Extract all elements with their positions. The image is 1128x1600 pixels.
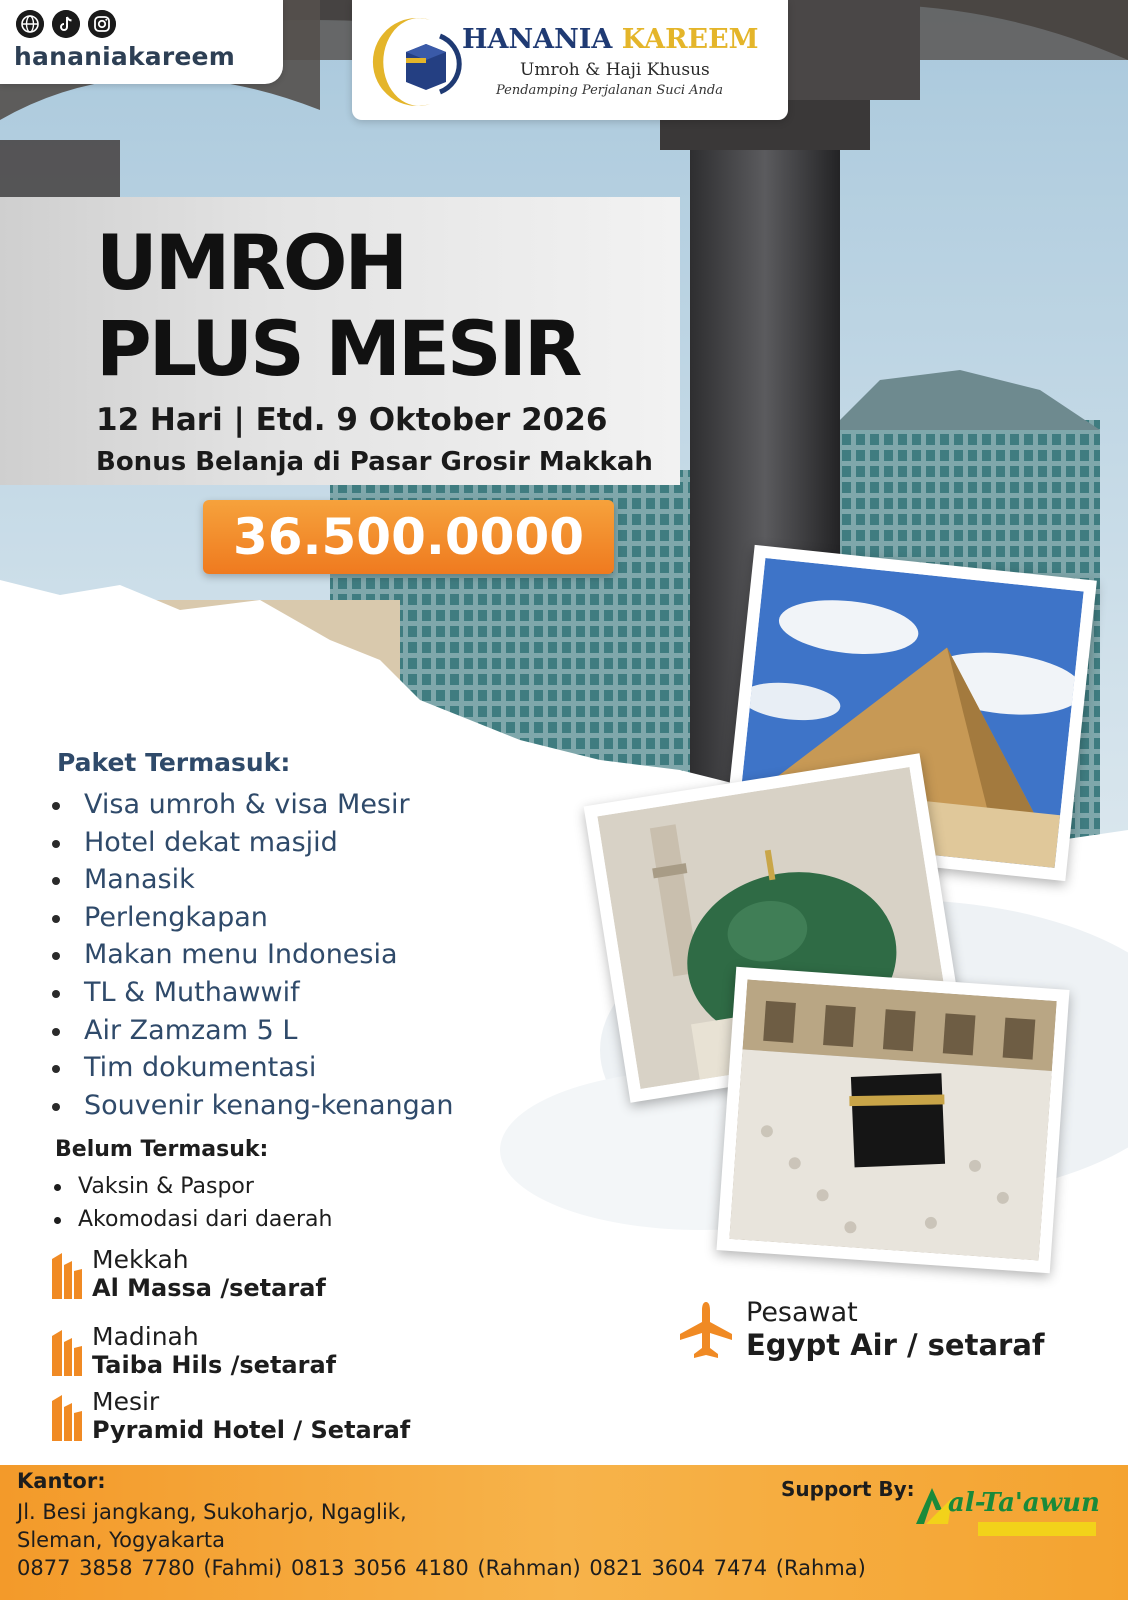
- excluded-heading: Belum Termasuk:: [55, 1137, 269, 1162]
- trip-duration: 12 Hari | Etd. 9 Oktober 2026: [96, 402, 608, 438]
- package-title: [96, 220, 579, 392]
- kaaba-logo-icon: [370, 12, 470, 112]
- list-item: Makan menu Indonesia: [50, 936, 453, 974]
- title-line-2: PLUS MESIR: [96, 304, 580, 393]
- list-item: Vaksin & Paspor: [52, 1170, 332, 1203]
- price-badge: 36.500.0000: [203, 500, 614, 574]
- support-label: Support By:: [781, 1477, 915, 1501]
- brand-subtitle: Umroh & Haji Khusus: [520, 60, 710, 80]
- brand-tagline: Pendamping Perjalanan Suci Anda: [496, 83, 724, 98]
- hotel-city: Madinah: [92, 1322, 199, 1351]
- list-item: Visa umroh & visa Mesir: [50, 786, 453, 824]
- airplane-icon: [678, 1300, 734, 1360]
- social-panel: [0, 0, 283, 84]
- hotel-city: Mesir: [92, 1387, 160, 1416]
- list-item: Akomodasi dari daerah: [52, 1203, 332, 1236]
- bonus-text: Bonus Belanja di Pasar Grosir Makkah: [96, 447, 653, 477]
- flight-label: Pesawat: [746, 1297, 858, 1328]
- office-heading: Kantor:: [17, 1469, 106, 1493]
- tiktok-icon[interactable]: [52, 10, 80, 38]
- list-item: Souvenir kenang-kenangan: [50, 1087, 453, 1125]
- instagram-icon[interactable]: [88, 10, 116, 38]
- excluded-list: [52, 1170, 332, 1236]
- list-item: Hotel dekat masjid: [50, 824, 453, 862]
- title-line-1: UMROH: [96, 218, 406, 307]
- building-icon: [50, 1395, 84, 1441]
- contact-phones[interactable]: 0877 3858 7780 (Fahmi) 0813 3056 4180 (Rahman) 0821 3604 7474 (Rahma): [17, 1556, 866, 1580]
- list-item: TL & Muthawwif: [50, 974, 453, 1012]
- sponsor-name: al-Ta'awun: [948, 1488, 1100, 1518]
- office-address-line-1: Jl. Besi jangkang, Sukoharjo, Ngaglik,: [17, 1500, 407, 1524]
- hotel-mesir: [50, 1387, 470, 1449]
- list-item: Air Zamzam 5 L: [50, 1012, 453, 1050]
- hotel-city: Mekkah: [92, 1245, 189, 1274]
- brand-logo: [352, 0, 788, 120]
- building-icon: [50, 1253, 84, 1299]
- social-icons: [16, 10, 116, 38]
- brand-name: [462, 24, 759, 55]
- list-item: Tim dokumentasi: [50, 1049, 453, 1087]
- kaaba-image: [729, 980, 1056, 1261]
- brand-name-part2: KAREEM: [621, 24, 759, 55]
- building-icon: [50, 1330, 84, 1376]
- social-handle[interactable]: hananiakareem: [14, 42, 235, 71]
- brand-name-part1: HANANIA: [462, 24, 613, 55]
- photo-kaaba: [717, 967, 1070, 1274]
- hotel-name: Pyramid Hotel / Setaraf: [92, 1416, 411, 1444]
- included-heading: Paket Termasuk:: [57, 748, 291, 777]
- hotel-mekkah: [50, 1245, 470, 1307]
- list-item: Manasik: [50, 861, 453, 899]
- hotel-madinah: [50, 1322, 470, 1384]
- hotel-name: Al Massa /setaraf: [92, 1274, 326, 1302]
- flight-airline: Egypt Air / setaraf: [746, 1328, 1045, 1362]
- hotel-name: Taiba Hils /setaraf: [92, 1351, 337, 1379]
- office-address-line-2: Sleman, Yogyakarta: [17, 1528, 225, 1552]
- sponsor-logo: [912, 1480, 1102, 1542]
- included-list: [50, 786, 453, 1124]
- list-item: Perlengkapan: [50, 899, 453, 937]
- globe-icon[interactable]: [16, 10, 44, 38]
